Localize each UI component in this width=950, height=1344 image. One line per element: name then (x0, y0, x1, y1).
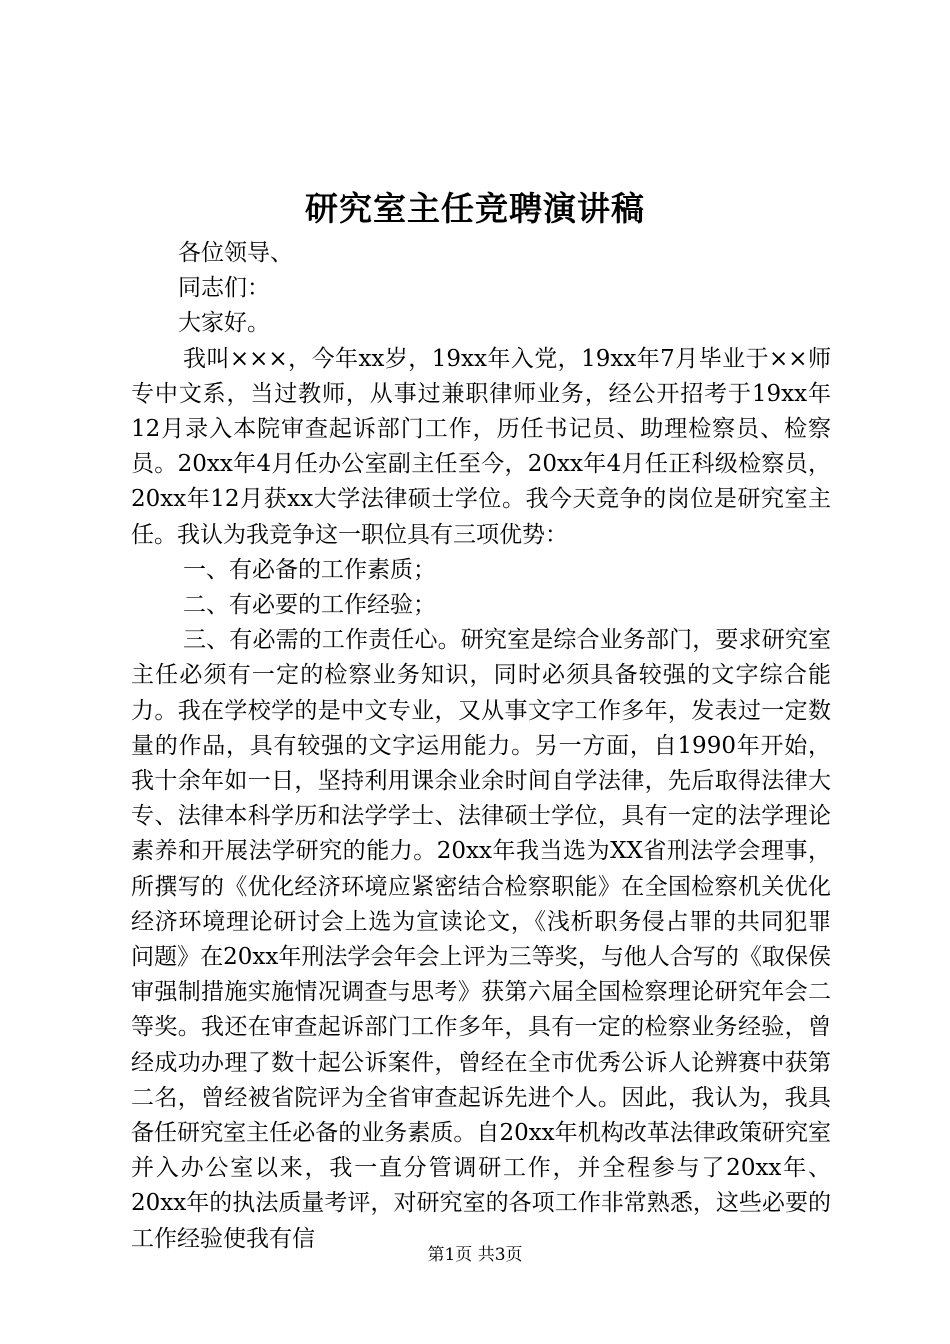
document-title: 研究室主任竞聘演讲稿 (305, 189, 645, 228)
paragraph-introduction: 我叫×××，今年xx岁，19xx年入党，19xx年7月毕业于××师专中文系，当过教师，从事过兼职律师业务，经公开招考于19xx年12月录入本院审查起诉部门工作，历任书记员、助理检察员、检察员。20xx年4月任办公室副主任至今，20xx年4月任正科级检察员，20xx年12月获xx大学法律硕士学位。我今天竞争的岗位是研究室主任。我认为我竞争这一职位具有三项优势： (131, 345, 831, 548)
greeting-comrades: 同志们： (178, 275, 270, 302)
paragraph-advantage-one: 一、有必备的工作素质； (183, 556, 436, 583)
greeting-leaders: 各位领导、 (178, 240, 293, 266)
paragraph-advantage-two: 二、有必要的工作经验； (183, 592, 436, 619)
paragraph-advantage-three: 三、有必需的工作责任心。研究室是综合业务部门，要求研究室主任必须有一定的检察业务知识，同时必须具备较强的文字综合能力。我在学校学的是中文专业，又从事文字工作多年，发表过一定数量的作品，具有较强的文字运用能力。另一方面，自1990年开始，我十余年如一日，坚持利用课余业余时间自学法律，先后取得法律大专、法律本科学历和法学学士、法律硕士学位，具有一定的法学理论素养和开展法学研究的能力。20xx年我当选为XX省刑法学会理事，所撰写的《优化经济环境应紧密结合检察职能》在全国检察机关优化经济环境理论研讨会上选为宣读论文，《浅析职务侵占罪的共同犯罪问题》在20xx年刑法学会年会上评为三等奖，与他人合写的《取保侯审强制措施实施情况调查与思考》获第六届全国检察理论研究年会二等奖。我还在审查起诉部门工作多年，具有一定的检察业务经验，曾经成功办理了数十起公诉案件，曾经在全市优秀公诉人论辨赛中获第二名，曾经被省院评为全省审查起诉先进个人。因此，我认为，我具备任研究室主任必备的业务素质。自20xx年机构改革法律政策研究室并入办公室以来，我一直分管调研工作，并全程参与了20xx年、20xx年的执法质量考评，对研究室的各项工作非常熟悉，这些必要的工作经验使我有信 (131, 627, 831, 1252)
greeting-hello: 大家好。 (178, 310, 270, 337)
document-body (131, 236, 831, 1257)
page-number-footer: 第1页 共3页 (427, 1245, 523, 1265)
